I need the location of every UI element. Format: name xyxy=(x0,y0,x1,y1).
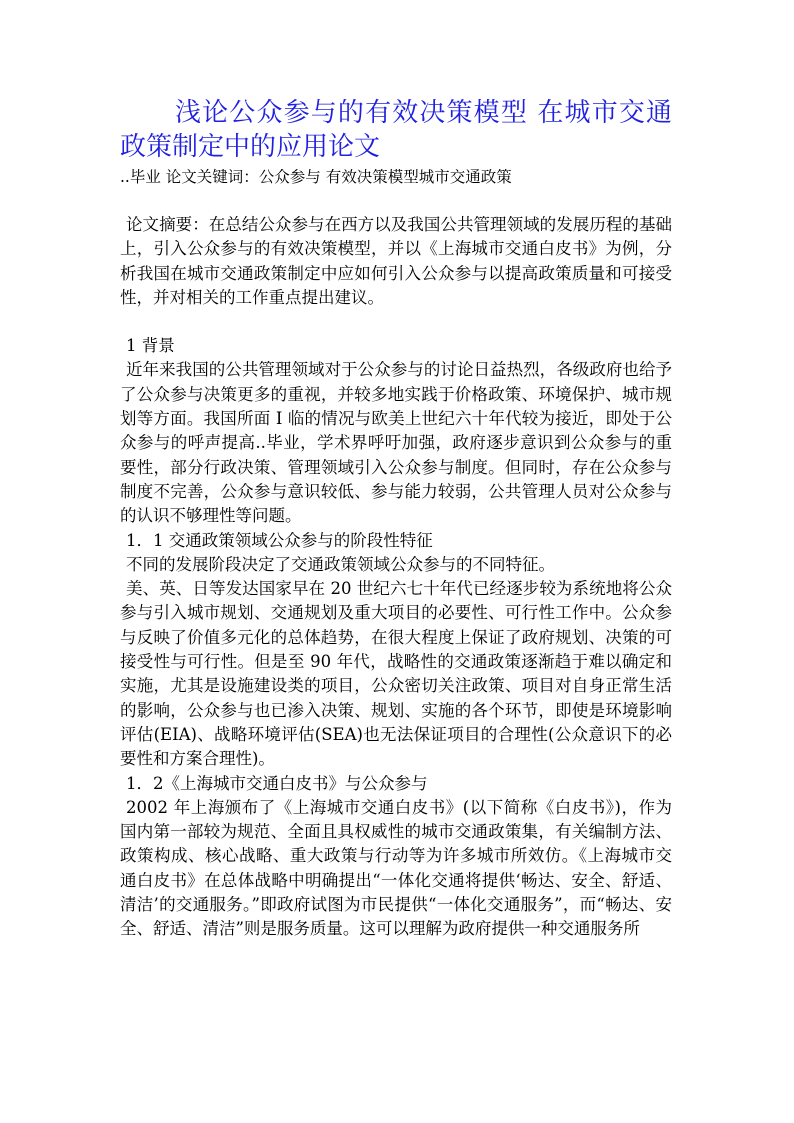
section-1-2-heading: 1．2《上海城市交通白皮书》与公众参与 xyxy=(126,773,428,793)
section-1-paragraph: 近年来我国的公共管理领域对于公众参与的讨论日益热烈，各级政府也给予了公众参与决策更多的重视，并较多地实践于价格政策、环境保护、城市规划等方面。我国所面 I 临的情况与欧美上世纪六十年代较为接近，即处于公众参与的呼声提高..毕业，学术界呼吁加强，政府逐步意识到公众参与的重要性，部分行政决策、管理领域引入公众参与制度。但同时，存在公众参与制度不完善，公众参与意识较低、参与能力较弱，公共管理人员对公众参与的认识不够理性等问题。 xyxy=(120,360,672,526)
spacer xyxy=(120,310,672,334)
section-1-2-paragraph: 2002 年上海颁布了《上海城市交通白皮书》(以下简称《白皮书》)，作为国内第一部较为规范、全面且具权威性的城市交通政策集，有关编制方法、政策构成、核心战略、重大政策与行动等为许多城市所效仿。《上海城市交通白皮书》在总体战略中明确提出“一体化交通将提供‘畅达、安全、舒适、清洁’的交通服务。”即政府试图为市民提供“一体化交通服务”，而“畅达、安全、舒适、清洁”则是服务质量。这可以理解为政府提供一种交通服务所 xyxy=(120,797,672,939)
document-content xyxy=(120,96,672,942)
abstract-paragraph: 论文摘要：在总结公众参与在西方以及我国公共管理领域的发展历程的基础上，引入公众参与的有效决策模型，并以《上海城市交通白皮书》为例，分析我国在城市交通政策制定中应如何引入公众参与以提高政策质量和可接受性，并对相关的工作重点提出建议。 xyxy=(120,215,672,307)
section-1-heading: 1 背景 xyxy=(126,336,175,356)
section-1-1-paragraph-1: 不同的发展阶段决定了交通政策领域公众参与的不同特征。 xyxy=(126,554,555,574)
keywords-line: ..毕业 论文关键词：公众参与 有效决策模型城市交通政策 xyxy=(120,168,512,186)
document-title: 浅论公众参与的有效决策模型 在城市交通政策制定中的应用论文 xyxy=(120,98,672,162)
section-1-1-heading: 1．1 交通政策领域公众参与的阶段性特征 xyxy=(126,530,433,550)
section-1-1-paragraph-2: 美、英、日等发达国家早在 20 世纪六七十年代已经逐步较为系统地将公众参与引入城市规划、交通规划及重大项目的必要性、可行性工作中。公众参与反映了价值多元化的总体趋势，在很大程度上保证了政府规划、决策的可接受性与可行性。但是至 90 年代，战略性的交通政策逐渐趋于难以确定和实施，尤其是设施建设类的项目，公众密切关注政策、项目对自身正常生活的影响，公众参与也已渗入决策、规划、实施的各个环节，即使是环境影响评估(EIA)、战略环境评估(SEA)也无法保证项目的合理性(公众意识下的必要性和方案合理性)。 xyxy=(120,579,672,769)
spacer xyxy=(120,188,672,213)
